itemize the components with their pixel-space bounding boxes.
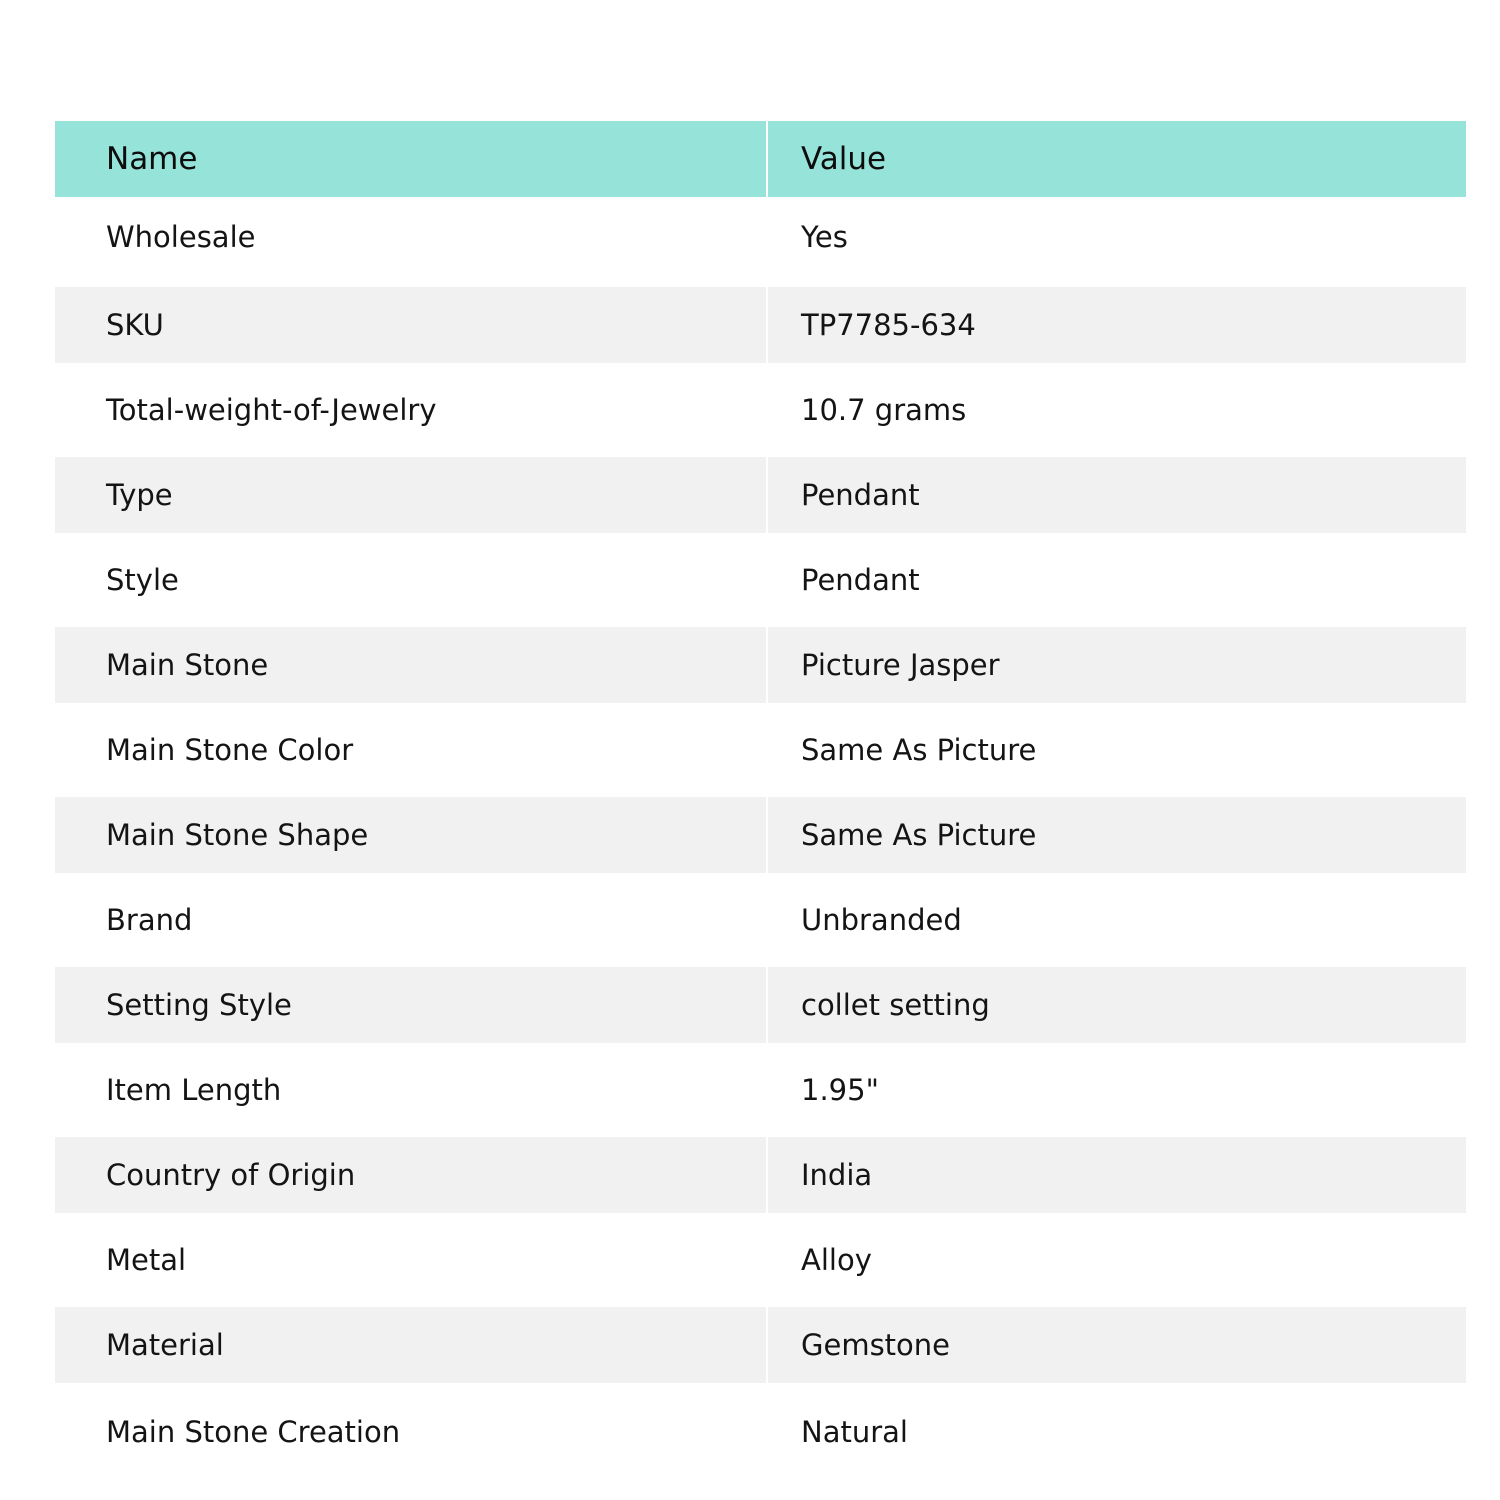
table-row (55, 1217, 1466, 1302)
table-row (55, 197, 1466, 282)
table-header-row (55, 121, 1466, 197)
row-value-cell: Yes (801, 220, 848, 255)
table-row (55, 1132, 1466, 1217)
table-row (55, 1387, 1466, 1472)
row-name-cell: Brand (55, 877, 767, 962)
table-row (55, 1047, 1466, 1132)
row-name-cell: SKU (55, 282, 767, 367)
row-value-cell: Pendant (801, 562, 920, 597)
table-row (55, 452, 1466, 537)
table-row (55, 282, 1466, 367)
row-value-cell: 10.7 grams (801, 392, 967, 427)
row-name-cell: Wholesale (55, 197, 767, 282)
column-header-value: Value (767, 121, 1466, 197)
row-name-cell: Main Stone Shape (55, 792, 767, 877)
table-row (55, 962, 1466, 1047)
row-value-cell: Unbranded (801, 902, 962, 937)
row-name-cell: Main Stone Creation (55, 1387, 767, 1472)
table-row (55, 707, 1466, 792)
row-value-cell: Gemstone (767, 1302, 1466, 1387)
table-row (55, 877, 1466, 962)
row-name-cell: Style (55, 537, 767, 622)
row-value-cell: TP7785-634 (767, 282, 1466, 367)
table-body (55, 197, 1466, 1472)
table-row (55, 1302, 1466, 1387)
table-row (55, 537, 1466, 622)
row-name-cell: Metal (55, 1217, 767, 1302)
row-name-cell: Material (55, 1302, 767, 1387)
row-name-cell: Main Stone Color (55, 707, 767, 792)
row-name-cell: Main Stone (55, 622, 767, 707)
table-row (55, 792, 1466, 877)
row-value-cell: 1.95" (801, 1072, 879, 1107)
row-value-cell: Same As Picture (801, 732, 1037, 767)
table-row (55, 367, 1466, 452)
table-row (55, 622, 1466, 707)
row-name-cell: Setting Style (55, 962, 767, 1047)
row-value-cell: Same As Picture (767, 792, 1466, 877)
row-value-cell: Natural (801, 1414, 908, 1449)
table-header (55, 121, 1466, 197)
row-value-cell: collet setting (767, 962, 1466, 1047)
row-value-cell: Alloy (801, 1242, 872, 1277)
row-name-cell: Total-weight-of-Jewelry (55, 367, 767, 452)
row-name-cell: Country of Origin (55, 1132, 767, 1217)
row-name-cell: Type (55, 452, 767, 537)
specifications-table (55, 121, 1466, 1472)
row-value-cell: Picture Jasper (767, 622, 1466, 707)
column-header-name: Name (55, 121, 767, 197)
row-name-cell: Item Length (55, 1047, 767, 1132)
row-value-cell: Pendant (767, 452, 1466, 537)
row-value-cell: India (767, 1132, 1466, 1217)
